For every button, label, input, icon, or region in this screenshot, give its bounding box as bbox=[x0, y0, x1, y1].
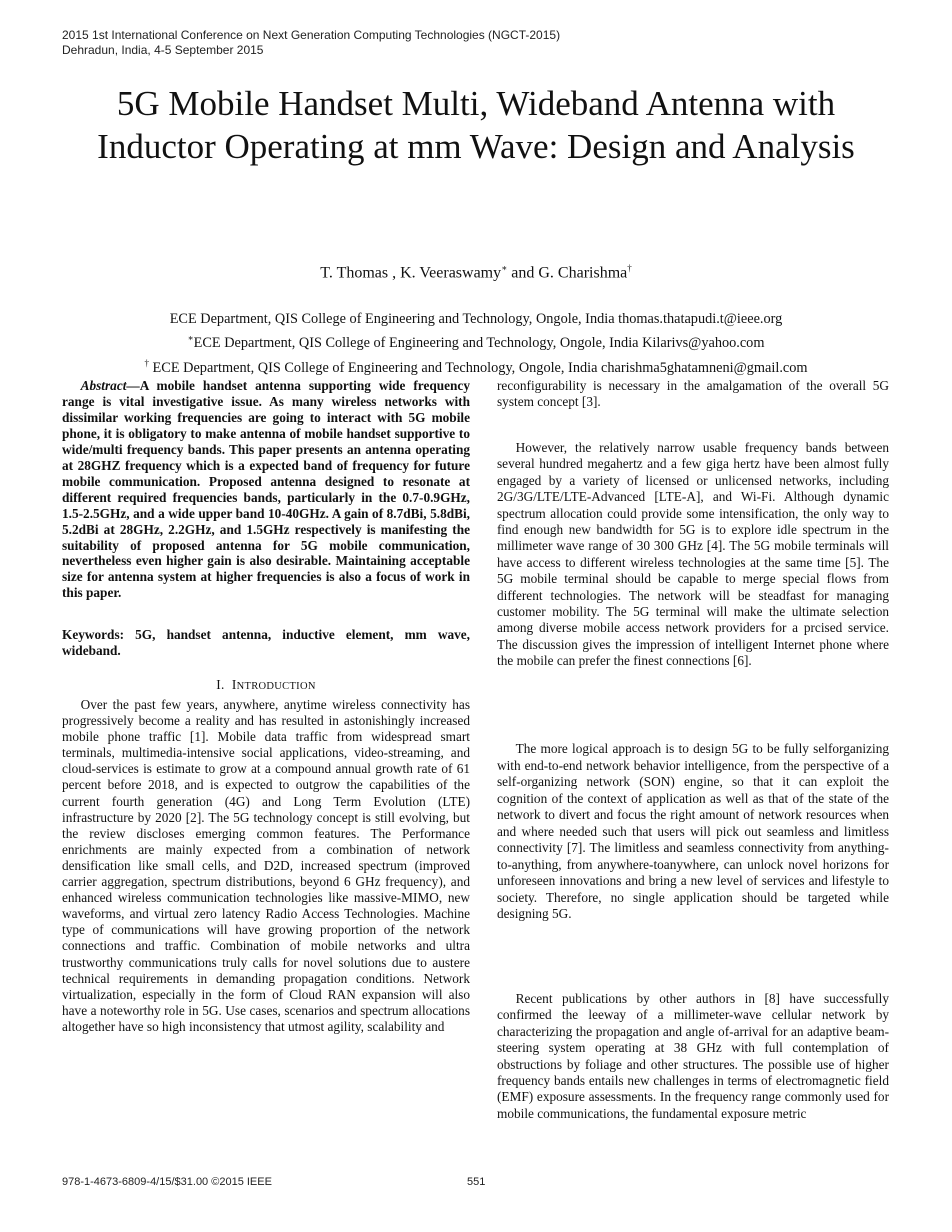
paragraph: Over the past few years, anywhere, anytime wireless connectivity has progressively become a reality and has resulted in astonishingly increased mobile phone traffic [1]. Mobile data traffic from widespread smart terminals, multimedia-intensive social applications, video-streaming, and cloud-services is estimate to grow at a compound annual growth rate of 61 percent before 2018, and is expected to outgrow the capabilities of the current fourth generation (4G) and Long Term Evolution (LTE) infrastructure by 2020 [2]. The 5G technology concept is still evolving, but the review discloses emerging common features. The Performance enrichments are mainly expected from a combination of network densification like small cells, and D2D, increased spectrum (improved carrier aggregation, spectrum distributions, beyond 6 GHz frequency), and enhanced wireless communication technologies like massive-MIMO, new waveforms, and virtual zero latency Radio Access Technologies. Machine type of communications will have growing proportion of the network connections and traffic. Combination of mobile networks and ultra trustworthy communications truly calls for novel solutions due to austere technical requirements in demanding propagation conditions. Network virtualization, especially in the form of Cloud RAN expansion will also have a noteworthy role in 5G. Use cases, scenarios and spectrum allocations altogether have so high inconsistency that utmost agility, scalability and bbox=[62, 697, 470, 1034]
introduction-body bbox=[62, 697, 470, 1035]
section-heading-introduction bbox=[62, 677, 470, 693]
affiliation-2 bbox=[0, 329, 952, 353]
right-paragraph-2 bbox=[497, 440, 889, 670]
right-paragraph-4 bbox=[497, 991, 889, 1122]
section-title-rest: NTRODUCTION bbox=[236, 681, 316, 692]
abstract-text: —A mobile handset antenna supporting wide frequency range is vital investigative issue. As many wireless networks with dissimilar working frequencies are going to interact with 5G mobile phone, it is obligatory to make antenna of mobile handset supportive to wide/multi frequency bands. This paper presents an antenna operating at 28GHZ frequency which is a expected band of frequency for future mobile communication. Proposed antenna designed to resonate at different required frequencies bands, particularly in the 0.7-0.9GHz, 1.5-2.5GHz, and a wide upper band 10-40GHz. A gain of 8.7dBi, 5.8dBi, 5.2dBi at 28GHz, 2.2GHz, and 1.5GHz respectively is manifesting the suitability of proposed antenna for 5G mobile communication, nevertheless even higher gain is also desirable. Maintaining acceptable size for antenna system at higher frequencies is also a focus of work in this paper. bbox=[62, 378, 470, 601]
author-list bbox=[0, 263, 952, 282]
section-title-initial: I bbox=[231, 677, 237, 692]
author-separator: , bbox=[388, 264, 401, 282]
page-number: 551 bbox=[467, 1176, 486, 1188]
affiliation-text: ECE Department, QIS College of Engineering and Technology, Ongole, India charishma5ghatamneni@gmail.com bbox=[148, 359, 808, 376]
paper-title: 5G Mobile Handset Multi, Wideband Antenna with Inductor Operating at mm Wave: Design and Analysis bbox=[97, 84, 855, 166]
keywords-text: Keywords: 5G, handset antenna, inductive element, mm wave, wideband. bbox=[62, 627, 470, 659]
affiliations bbox=[0, 305, 952, 378]
author-2-mark: ∗ bbox=[501, 263, 508, 273]
keywords bbox=[62, 627, 470, 659]
author-2: K. Veeraswamy bbox=[400, 264, 502, 282]
affiliation-mark: † bbox=[144, 357, 149, 368]
affiliation-1 bbox=[0, 305, 952, 329]
author-separator: and bbox=[507, 264, 539, 282]
author-3: G. Charishma bbox=[538, 264, 628, 282]
right-paragraph-1 bbox=[497, 378, 889, 410]
conference-location: Dehradun, India, 4-5 September 2015 bbox=[62, 43, 264, 57]
affiliation-text: ECE Department, QIS College of Engineering and Technology, Ongole, India thomas.thatapudi.t@ieee.org bbox=[169, 310, 783, 327]
paragraph: reconfigurability is necessary in the amalgamation of the overall 5G system concept [3]. bbox=[497, 378, 889, 410]
affiliation-mark: ∗ bbox=[187, 333, 194, 344]
affiliation-3 bbox=[0, 354, 952, 378]
conference-name: 2015 1st International Conference on Next Generation Computing Technologies (NGCT-2015) bbox=[62, 28, 561, 42]
footer-isbn: 978-1-4673-6809-4/15/$31.00 ©2015 IEEE bbox=[62, 1176, 272, 1188]
affiliation-text: ECE Department, QIS College of Engineering and Technology, Ongole, India Kilarivs@yahoo.com bbox=[193, 335, 765, 352]
abstract-label: Abstract bbox=[80, 378, 127, 393]
right-paragraph-3 bbox=[497, 741, 889, 923]
paragraph: The more logical approach is to design 5G to be fully selforganizing with end-to-end network behavior intelligence, from the perspective of a self-organizing network (SON) engine, so that it can exploit the cognition of the context of application as well as that of the state of the network to divert and focus the right amount of network resources when and where needed such that users will pick out seamless and limitless connectivity [7]. The limitless and seamless connectivity from anything-to-anything, from anywhere-toanywhere, can unlock novel horizons for unforeseen innovations and bring a new level of services and lifestyle to society. Therefore, no single application should be targeted while designing 5G. bbox=[497, 741, 889, 921]
paragraph: Recent publications by other authors in [8] have successfully confirmed the leeway of a millimeter-wave cellular network by characterizing the propagation and angle of-arrival for an adaptive beam-steering system operating at 38 GHz with full contemplation of obstructions by foliage and other structures. The possible use of higher frequency bands entails new challenges in terms of electromagnetic field (EMF) exposure assessments. In the frequency range commonly used for mobile communications, the fundamental exposure metric bbox=[497, 991, 889, 1121]
paragraph: However, the relatively narrow usable frequency bands between several hundred megahertz and a few giga hertz have been almost fully engaged by a variety of licensed or unlicensed networks, including 2G/3G/LTE/LTE-Advanced [LTE-A], and Wi-Fi. Although dynamic spectrum allocation could provide some intensification, the only way to find enough new bandwidth for 5G is to explore idle spectrum in the millimeter wave range of 30 300 GHz [4]. The 5G mobile terminals will have access to different wireless technologies at the same time [5]. The 5G mobile terminal should be capable to merge special flows from different technologies. The network will be steadfast for managing customer mobility. The 5G terminal will make the ultimate selection among diverse mobile access network providers for a prcised service. The discussion gives the impression of intelligent Internet phone where the mobile can prefer the finest connections [6]. bbox=[497, 440, 889, 669]
author-3-mark: † bbox=[627, 263, 632, 273]
conference-header bbox=[62, 28, 560, 58]
author-1: T. Thomas bbox=[320, 264, 389, 282]
abstract bbox=[62, 378, 470, 601]
section-number: I. bbox=[216, 677, 225, 692]
